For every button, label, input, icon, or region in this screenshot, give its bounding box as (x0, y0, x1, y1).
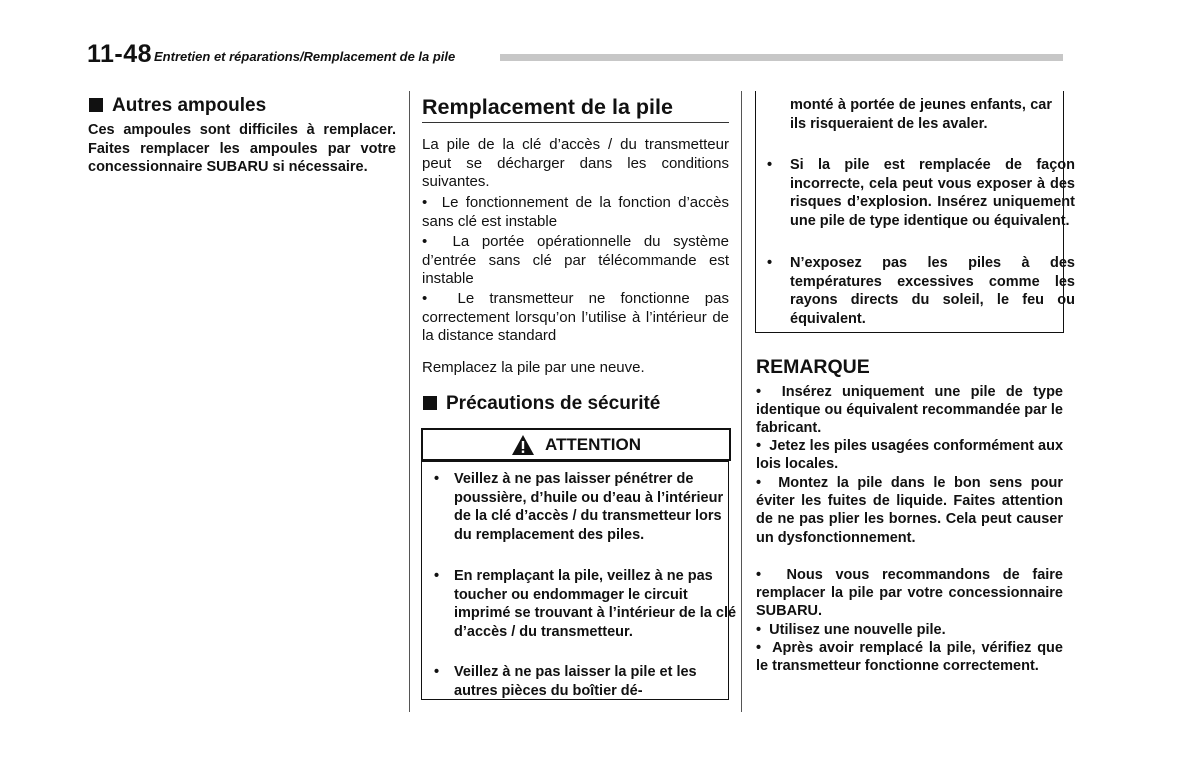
autres-ampoules-heading (89, 95, 266, 117)
remark-text: Montez la pile dans le bon sens pour éviter les fuites de liquide. Faites attention de ne pas plier les bornes. Cela peut causer un dysfonctionnement. (756, 475, 1063, 546)
section-heading: Remplacement de la pile (422, 95, 673, 119)
intro-paragraph: La pile de la clé d’accès / du transmetteur peut se décharger dans les conditions suivantes. (422, 136, 729, 191)
bullet-icon: • (434, 568, 440, 584)
bullet-icon: • (756, 567, 762, 583)
attention-item-text: En remplaçant la pile, veillez à ne pas toucher ou endommager le circuit imprimé se trouvant à l’intérieur de la clé d’accès / du transmetteur. (454, 568, 737, 640)
remark-text: Insérez uniquement une pile de type identique ou équivalent recommandée par le fabricant. (756, 384, 1063, 437)
bullet-icon: • (756, 438, 762, 454)
remark-text: Nous vous recommandons de faire remplacer la pile par votre concessionnaire SUBARU. (756, 567, 1063, 620)
replace-instruction: Remplacez la pile par une neuve. (422, 359, 645, 376)
bullet-icon: • (422, 233, 428, 250)
remark-item (756, 383, 1063, 438)
heading-square-icon (89, 98, 103, 112)
remark-item (756, 566, 1063, 621)
column-divider-2 (741, 91, 742, 712)
bullet-icon: • (756, 622, 762, 638)
header-rule (500, 54, 1063, 61)
attention-label: ATTENTION (544, 434, 641, 454)
condition-text: Le fonctionnement de la fonction d’accès sans clé est instable (422, 194, 729, 230)
attention-item (434, 567, 738, 641)
remark-text: Après avoir remplacé la pile, vérifiez que le transmetteur fonctionne correctement. (756, 640, 1063, 675)
condition-item (422, 233, 729, 289)
condition-item (422, 290, 729, 346)
bullet-icon: • (422, 290, 428, 307)
attention-banner (421, 428, 731, 461)
bullet-icon: • (434, 471, 440, 487)
attention-item-text: N’exposez pas les piles à des températures excessives comme les rayons directs du soleil, le feu ou équivalent. (790, 255, 1075, 327)
remark-heading: REMARQUE (756, 356, 870, 378)
section-title: Entretien et réparations/Remplacement de la pile (154, 49, 456, 64)
attention-item-text: Veillez à ne pas laisser pénétrer de poussière, d’huile ou d’eau à l’intérieur de la clé d’accès / du transmetteur lors du remplacement des piles. (454, 471, 724, 543)
attention-item (434, 663, 738, 700)
safety-heading (423, 393, 660, 415)
autres-ampoules-body: Ces ampoules sont difficiles à remplacer. Faites remplacer les ampoules par votre concessionnaire SUBARU si nécessaire. (88, 122, 396, 176)
autres-ampoules-heading-text: Autres ampoules (112, 95, 267, 116)
section-heading-rule (422, 122, 729, 123)
attention-item (767, 254, 1075, 328)
condition-item (422, 194, 729, 231)
bullet-icon: • (767, 255, 773, 271)
remark-text: Utilisez une nouvelle pile. (769, 622, 946, 638)
bullet-icon: • (756, 640, 762, 656)
attention-item (434, 470, 738, 544)
remark-item (756, 437, 1063, 473)
bullet-icon: • (756, 475, 762, 491)
column-divider-1 (409, 91, 410, 712)
attention-item-text: Si la pile est remplacée de façon incorrecte, cela peut vous exposer à des risques d’explosion. Insérez uniquement une pile de type identique ou équivalent. (790, 157, 1075, 229)
remark-item (756, 621, 1063, 639)
warning-triangle-icon (511, 434, 535, 456)
attention-item (767, 156, 1075, 230)
remark-item (756, 639, 1063, 675)
page-number: 11-48 (87, 40, 153, 68)
bullet-icon: • (422, 194, 428, 211)
safety-heading-text: Précautions de sécurité (446, 393, 661, 414)
condition-text: La portée opérationnelle du système d’entrée sans clé par télécommande est instable (422, 233, 729, 288)
condition-text: Le transmetteur ne fonctionne pas correctement lorsqu’on l’utilise à l’intérieur de la distance standard (422, 290, 729, 345)
remark-item (756, 474, 1063, 547)
attention-item-text: Veillez à ne pas laisser la pile et les autres pièces du boîtier dé- (454, 664, 697, 699)
bullet-icon: • (756, 384, 762, 400)
bullet-icon: • (767, 157, 773, 173)
remark-text: Jetez les piles usagées conformément aux lois locales. (756, 438, 1064, 473)
attention-continued-text: monté à portée de jeunes enfants, car ils risqueraient de les avaler. (790, 97, 1052, 132)
bullet-icon: • (434, 664, 440, 680)
heading-square-icon (423, 396, 437, 410)
